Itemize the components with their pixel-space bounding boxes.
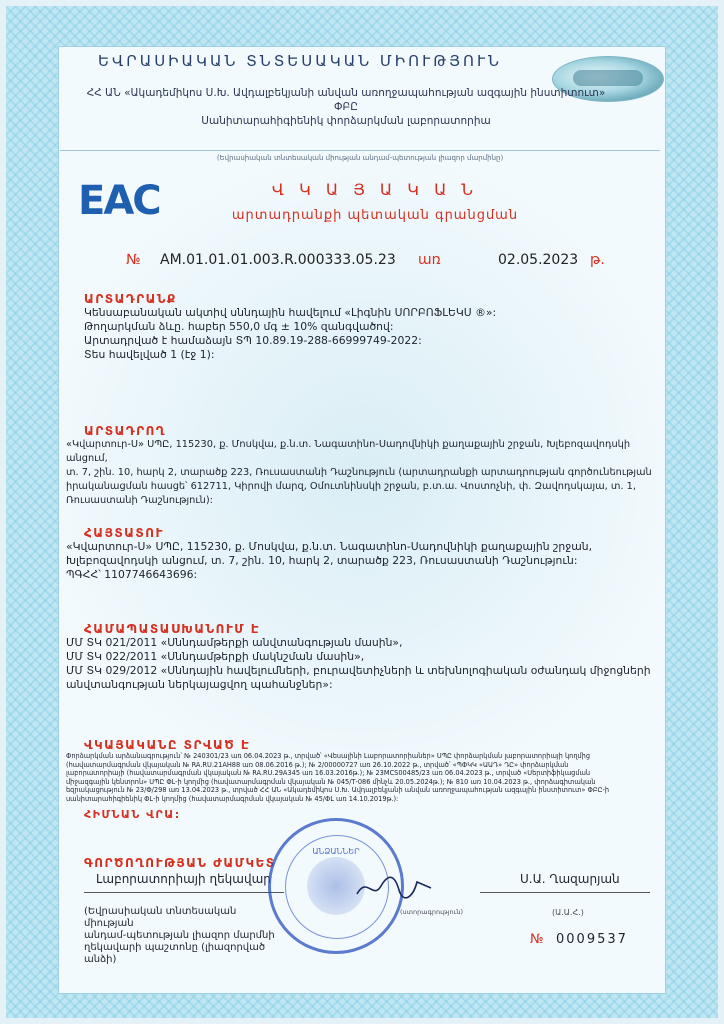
section-line: (հավատարմագրման վկայական № RA.RU.21AH88 առ 08.06.2016 թ.); № 2/00000727 առ 26.10.2022 թ., տրված՝ «ՊՓԿԿ «ԱԱԴ» ԴԸ» փորձարկման xyxy=(66,760,569,769)
section-line: միջազգային կենտրոն» ՍՊԸ ՓԼ-ի կողմից (հավատարմագրման վկայական № 045/Т-086 մինչև 20.05.2024թ.); № 810 առ 10.04.2023 թ., փորձագիտական xyxy=(66,777,596,786)
serial-number: 0009537 xyxy=(556,932,628,947)
official-name: Ս.Ա. Ղազարյան xyxy=(520,872,620,886)
section-line: ՊԳՀՀ՝ 1107746643696: xyxy=(66,568,198,581)
certificate-subtitle: արտադրանքի պետական գրանցման xyxy=(231,208,519,223)
section-line: լաբորատորիայի (հավատարմագրման վկայական № RA.RU.29A345 առ 16.03.2016թ.); № 23MCS00485/23 առ 06.04.2023 թ., տրված «Սերտիֆիկացման xyxy=(66,769,591,778)
certificate-title: Վ Կ Ա Յ Ա Կ Ա Ն xyxy=(271,180,479,199)
caption-line: (Եվրասիական տնտեսական միության xyxy=(84,906,237,929)
union-name: ԵՎՐԱՍԻԱԿԱՆ ՏՆՏԵՍԱԿԱՆ ՄԻՈՒԹՅՈՒՆ xyxy=(98,52,502,70)
certificate-number: AM.01.01.01.003.R.000333.05.23 xyxy=(160,252,396,268)
position-title: Լաբորատորիայի ղեկավար xyxy=(96,872,271,886)
certificate-number-row xyxy=(126,250,626,270)
section-line: Տես հավելված 1 (էջ 1): xyxy=(84,348,215,361)
accreditation-block xyxy=(86,86,606,128)
compliance-section xyxy=(66,622,662,692)
signature-caption: (ստորագրություն) xyxy=(400,908,464,916)
manufacturer-section xyxy=(66,424,662,508)
accreditation-line: Սանիտարահիգիենիկ փորձարկման լաբորատորիա xyxy=(201,115,491,127)
section-line: Կենսաբանական ակտիվ սննդային հավելում «Լիգնին ՍՈՐԲՈՖԼԵԿՍ ®»: xyxy=(84,306,497,319)
authority-note: (Եվրասիական տնտեսական միության անդամ-պետության լիազոր մարմինը) xyxy=(216,154,504,162)
divider xyxy=(60,150,660,151)
accreditation-line: ՀՀ ԱՆ «Ակադեմիկոս Ս.Խ. Ավդալբեկյանի անվան առողջապահության ազգային ինստիտուտ» ՓԲԸ xyxy=(86,87,606,113)
date-label: առ xyxy=(418,252,441,268)
post-heading: ԳՈՐԾՈՂՈՒԹՅԱՆ ԺԱՄԿԵՏ xyxy=(84,856,276,870)
section-heading: ՀԱՅՏԱՏՈՒ xyxy=(84,526,164,540)
section-heading: ԱՐՏԱԴՐՈՂ xyxy=(84,424,166,438)
signature-line xyxy=(84,892,284,893)
certificate-date: 02.05.2023 xyxy=(498,252,579,268)
section-line: տ. 7, շին. 10, հարկ 2, տարածք 223, Ռուսաստանի Դաշնություն (արտադրանքի արտադրության գործունեության xyxy=(66,467,652,478)
initials-caption: (Ա.Ա.Հ.) xyxy=(552,908,584,917)
handwritten-signature-icon xyxy=(355,872,435,902)
applicant-section xyxy=(66,526,662,582)
section-heading: ՎԿԱՅԱԿԱՆԸ ՏՐՎԱԾ Է xyxy=(84,738,251,752)
section-line: «Կվարտուր-Ս» ՍՊԸ, 115230, ք. Մոսկվա, ք.ն.տ. Նագատինո-Սադովնիկի քաղաքային շրջան, Խլեբոզավոդսկի անցում, xyxy=(66,439,631,464)
section-heading: ՀԱՄԱՊԱՏԱՍԽԱՆՈՒՄ Է xyxy=(84,622,261,636)
eac-logo: ЕАС xyxy=(78,178,160,224)
section-line: ՄՄ ՏԿ 022/2011 «Սննդամթերքի մակնշման մասին», xyxy=(66,650,365,663)
section-line: ՄՄ ՏԿ 021/2011 «Սննդամթերքի անվտանգության մասին», xyxy=(66,636,403,649)
section-line: Խլեբոզավոդսկի անցում, տ. 7, շին. 10, հարկ 2, տարածք 223, Ռուսաստանի Դաշնություն: xyxy=(66,554,578,567)
year-suffix: թ. xyxy=(590,252,605,268)
section-line: իրականացման հասցե՝ 612711, Կիրովի մարզ, Օմուտնինսկի շրջան, բ.տ.ա. Վոստոչնի, փ. Զավոդսկայա, տ. 1, xyxy=(66,481,636,492)
section-line: Փորձարկման արձանագրություն՝ № 240301/23 առ 06.04.2023 թ., տրված՝ «Վեսալինի Լաբորատորիաներ» ՍՊԸ փորձարկման լաբորատորիայի կողմից xyxy=(66,752,591,760)
product-section xyxy=(84,292,644,362)
section-heading: ՀԻՄՆԱՆ ՎՐԱ: xyxy=(84,807,181,821)
serial-sign: № xyxy=(530,932,544,947)
section-line: եզրակացություն № 23/Փ/298 առ 13.04.2023 թ., տրված ՀՀ ԱՆ «Ակադեմիկոս Ս.Խ. Ավդալբեկյանի անվան առողջապահության ազգային ինստիտուտ» ՓԲԸ-ի xyxy=(66,786,610,795)
name-line xyxy=(480,892,650,893)
section-line: «Կվարտուր-Ս» ՍՊԸ, 115230, ք. Մոսկվա, ք.ն.տ. Նագատինո-Սադովնիկի քաղաքային շրջան, xyxy=(66,540,593,553)
stamp-text: ԱՆՁԱՆՆԵՐ xyxy=(312,847,360,856)
authority-caption xyxy=(84,906,284,966)
section-line: անվտանգության ներկայացվող պահանջներ»: xyxy=(66,678,333,691)
section-line: Թողարկման ձևը. հաբեր 550,0 մգ ± 10% զանգվածով: xyxy=(84,320,394,333)
section-line: Ռուսաստանի Դաշնություն): xyxy=(66,495,213,506)
caption-line: ղեկավարի պաշտոնը (լիազորված անձի) xyxy=(84,942,266,965)
section-heading: ԱՐՏԱԴՐԱՆՔ xyxy=(84,292,177,306)
caption-line: անդամ-պետության լիազոր մարմնի xyxy=(84,930,275,941)
section-line: Արտադրված է համաձայն ՏՊ 10.89.19-288-66999749-2022: xyxy=(84,334,422,347)
issued-section xyxy=(66,738,662,821)
section-line: ՄՄ ՏԿ 029/2012 «Սննդային հավելումների, բուրավետիչների և տեխնոլոգիական օժանդակ միջոցների xyxy=(66,664,651,677)
number-sign: № xyxy=(126,252,141,268)
section-line: սանիտարահիգիենիկ ՓԼ-ի կողմից (հավատարմագրման վկայական № 45/ՓԼ առ 14.10.2019թ.): xyxy=(66,794,399,803)
